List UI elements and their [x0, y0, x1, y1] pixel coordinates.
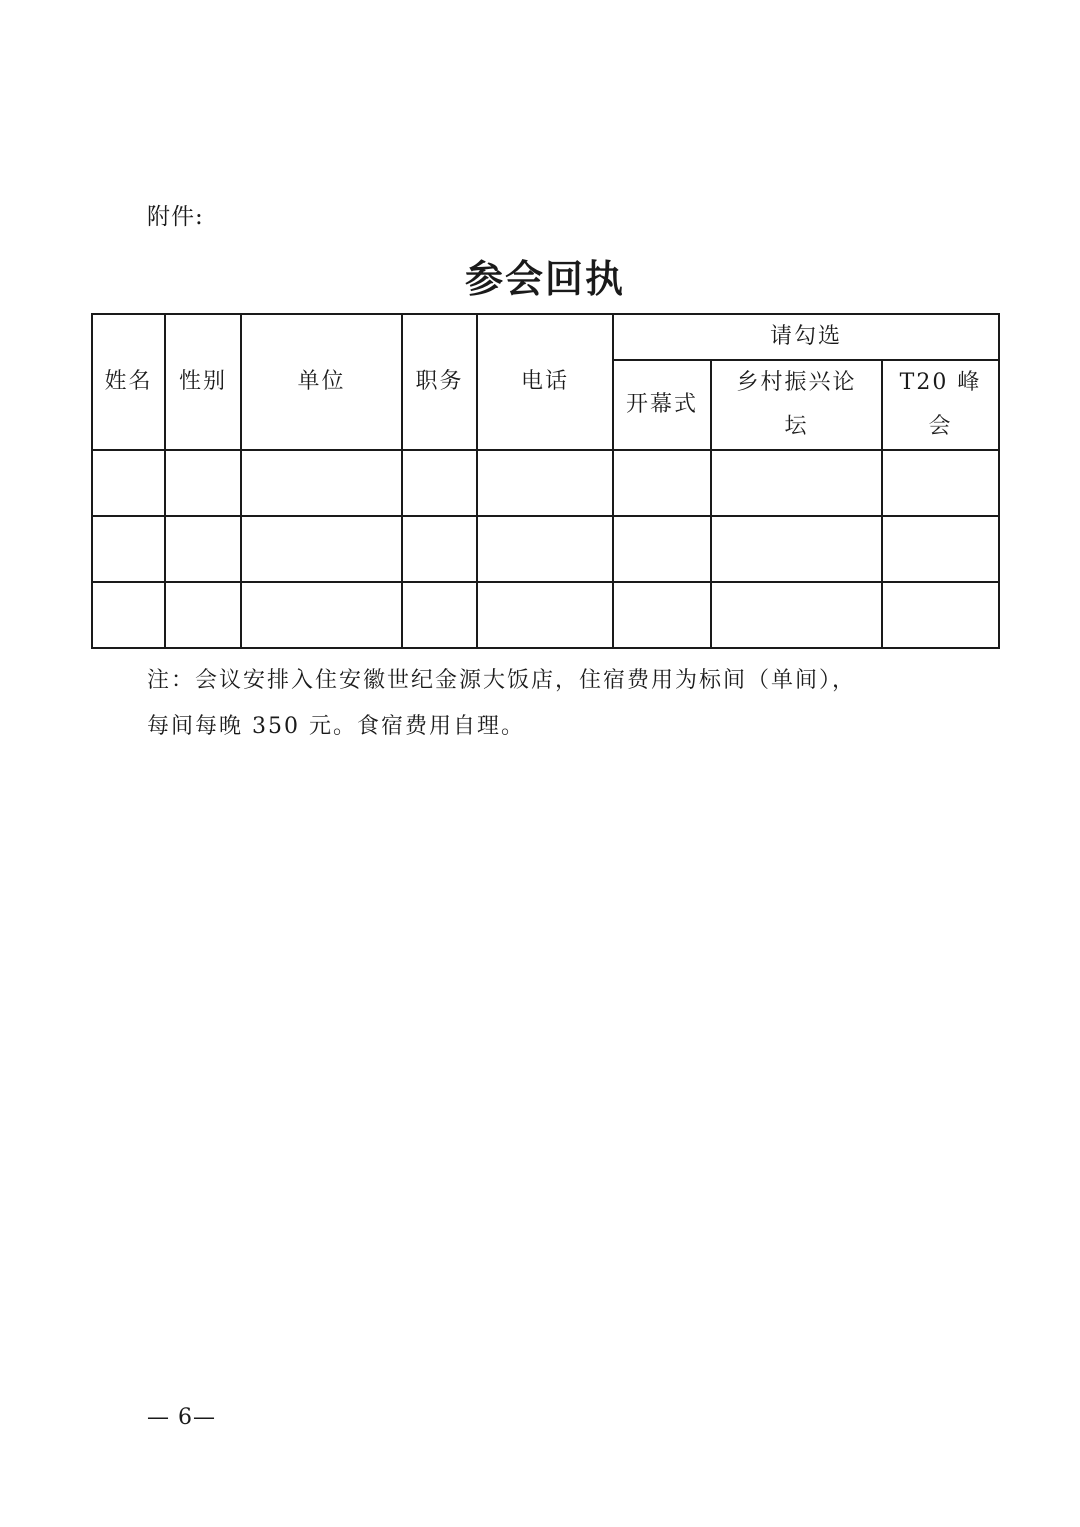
- note-line-1: 注：会议安排入住安徽世纪金源大饭店，住宿费用为标间（单间），: [147, 668, 857, 693]
- gender-cell[interactable]: [165, 450, 241, 516]
- registration-table: [91, 313, 1000, 649]
- option-header-rural-revitalization-forum: [711, 360, 882, 450]
- table-row: [92, 450, 999, 516]
- column-header-position: 职务: [402, 314, 477, 450]
- document-title: 参会回执: [464, 257, 625, 301]
- table-row: [92, 582, 999, 648]
- note-line-2: 每间每晚 350 元。食宿费用自理。: [147, 714, 525, 739]
- option-header-rural-line2: 坛: [784, 414, 809, 439]
- opening-ceremony-checkbox-cell[interactable]: [613, 450, 711, 516]
- phone-cell[interactable]: [477, 582, 613, 648]
- t20-summit-checkbox-cell[interactable]: [882, 516, 999, 582]
- opening-ceremony-checkbox-cell[interactable]: [613, 516, 711, 582]
- page-number: — 6—: [147, 1405, 216, 1430]
- column-header-organization: 单位: [241, 314, 402, 450]
- rural-forum-checkbox-cell[interactable]: [711, 516, 882, 582]
- option-header-t20-summit: [882, 360, 999, 450]
- opening-ceremony-checkbox-cell[interactable]: [613, 582, 711, 648]
- name-cell[interactable]: [92, 516, 165, 582]
- organization-cell[interactable]: [241, 516, 402, 582]
- option-header-rural-line1: 乡村振兴论: [736, 370, 857, 395]
- phone-cell[interactable]: [477, 450, 613, 516]
- name-cell[interactable]: [92, 450, 165, 516]
- option-header-opening-ceremony: [613, 360, 711, 450]
- column-header-name: 姓名: [92, 314, 165, 450]
- column-header-gender: 性别: [165, 314, 241, 450]
- organization-cell[interactable]: [241, 450, 402, 516]
- organization-cell[interactable]: [241, 582, 402, 648]
- rural-forum-checkbox-cell[interactable]: [711, 582, 882, 648]
- option-header-t20-line2: 会: [928, 414, 953, 439]
- position-cell[interactable]: [402, 516, 477, 582]
- phone-cell[interactable]: [477, 516, 613, 582]
- name-cell[interactable]: [92, 582, 165, 648]
- table-header-row: [92, 314, 999, 360]
- column-group-please-check: 请勾选: [613, 314, 999, 360]
- column-header-phone: 电话: [477, 314, 613, 450]
- gender-cell[interactable]: [165, 516, 241, 582]
- rural-forum-checkbox-cell[interactable]: [711, 450, 882, 516]
- position-cell[interactable]: [402, 450, 477, 516]
- attachment-label: 附件:: [147, 204, 204, 230]
- position-cell[interactable]: [402, 582, 477, 648]
- t20-summit-checkbox-cell[interactable]: [882, 450, 999, 516]
- accommodation-note: [147, 658, 977, 750]
- gender-cell[interactable]: [165, 582, 241, 648]
- option-header-t20-line1: T20 峰: [899, 370, 982, 395]
- t20-summit-checkbox-cell[interactable]: [882, 582, 999, 648]
- option-header-opening-ceremony-label: 开幕式: [625, 392, 698, 417]
- table-row: [92, 516, 999, 582]
